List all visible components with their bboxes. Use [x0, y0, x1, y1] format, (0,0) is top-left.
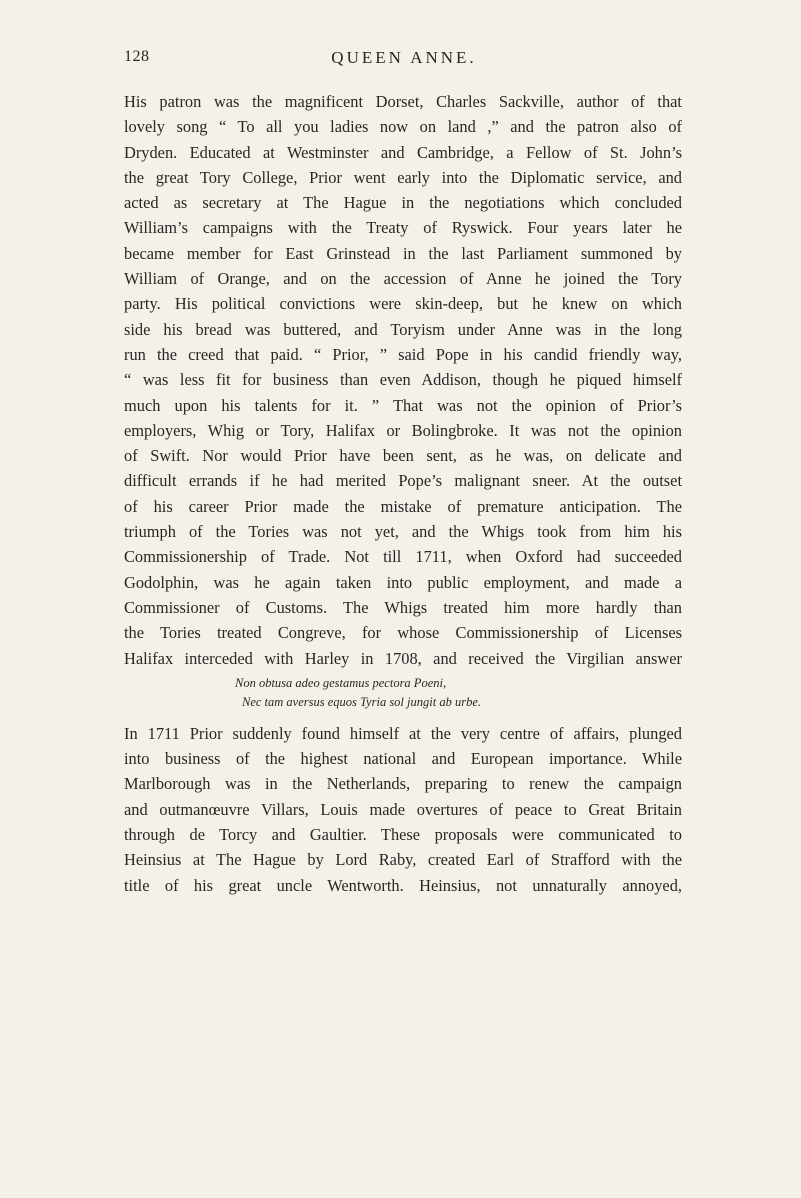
text-line: title of his great uncle Wentworth. Heinsius, not unnaturally annoyed,: [124, 875, 682, 895]
quotation-line: Nec tam aversus equos Tyria sol jungit ab urbe.: [242, 694, 481, 709]
text-line: into business of the highest national and European importance. While: [124, 749, 682, 769]
text-line: of his career Prior made the mistake of premature anticipation. The: [124, 496, 682, 516]
text-line: Godolphin, was he again taken into public employment, and made a: [124, 572, 682, 592]
text-line: William’s campaigns with the Treaty of Ryswick. Four years later he: [124, 218, 682, 238]
text-line: much upon his talents for it. ” That was not the opinion of Prior’s: [124, 395, 682, 415]
text-line: Commissioner of Customs. The Whigs treated him more hardly than: [124, 597, 682, 617]
quotation-line: Non obtusa adeo gestamus pectora Poeni,: [235, 675, 447, 690]
text-line: “ was less fit for business than even Addison, though he piqued himself: [124, 370, 682, 390]
text-line: Dryden. Educated at Westminster and Cambridge, a Fellow of St. John’s: [124, 142, 682, 162]
text-line: side his bread was buttered, and Toryism under Anne was in the long: [124, 319, 682, 339]
body-text: [124, 89, 682, 898]
paragraph-2: [124, 721, 682, 898]
running-head: [124, 48, 684, 72]
text-line: lovely song “ To all you ladies now on land ,” and the patron also of: [124, 117, 682, 137]
text-line: and outmanœuvre Villars, Louis made overtures of peace to Great Britain: [124, 799, 682, 819]
text-line: Heinsius at The Hague by Lord Raby, created Earl of Strafford with the: [124, 850, 682, 870]
text-line: Halifax interceded with Harley in 1708, and received the Virgilian answer: [124, 648, 682, 668]
paragraph-1: [124, 89, 682, 671]
latin-quotation: [124, 674, 682, 712]
text-line: difficult errands if he had merited Pope’s malignant sneer. At the outset: [124, 471, 682, 491]
text-line: William of Orange, and on the accession of Anne he joined the Tory: [124, 269, 682, 289]
running-title: QUEEN ANNE.: [331, 48, 477, 67]
text-line: of Swift. Nor would Prior have been sent, as he was, on delicate and: [124, 446, 682, 466]
text-line: the Tories treated Congreve, for whose Commissionership of Licenses: [124, 623, 682, 643]
text-line: Marlborough was in the Netherlands, preparing to renew the campaign: [124, 774, 682, 794]
text-line: In 1711 Prior suddenly found himself at the very centre of affairs, plunged: [124, 723, 682, 743]
page-number: 128: [124, 48, 150, 65]
text-line: became member for East Grinstead in the last Parliament summoned by: [124, 243, 682, 263]
text-line: acted as secretary at The Hague in the negotiations which concluded: [124, 193, 682, 213]
text-line: party. His political convictions were skin-deep, but he knew on which: [124, 294, 682, 314]
text-line: run the creed that paid. “ Prior, ” said Pope in his candid friendly way,: [124, 344, 682, 364]
text-line: His patron was the magnificent Dorset, Charles Sackville, author of that: [124, 92, 682, 111]
text-line: the great Tory College, Prior went early into the Diplomatic service, and: [124, 167, 682, 187]
text-line: triumph of the Tories was not yet, and the Whigs took from him his: [124, 522, 682, 542]
text-line: employers, Whig or Tory, Halifax or Bolingbroke. It was not the opinion: [124, 420, 682, 440]
text-line: Commissionership of Trade. Not till 1711, when Oxford had succeeded: [124, 547, 682, 567]
text-line: through de Torcy and Gaultier. These proposals were communicated to: [124, 825, 682, 845]
